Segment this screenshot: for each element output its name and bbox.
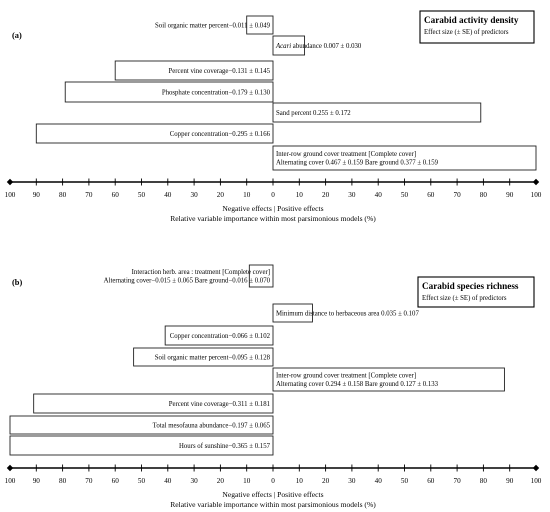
x-axis-label-effects: Negative effects | Positive effects xyxy=(222,490,324,499)
bar-label: Percent vine coverage−0.311 ± 0.181 xyxy=(168,400,270,408)
x-tick-label: 30 xyxy=(190,191,198,199)
x-tick-label: 100 xyxy=(530,191,542,199)
x-tick-label: 0 xyxy=(271,477,275,485)
x-tick-label: 100 xyxy=(530,477,542,485)
x-tick-label: 40 xyxy=(164,477,172,485)
bar-label: Alternating cover 0.294 ± 0.158 Bare ground 0.127 ± 0.133 xyxy=(276,381,439,389)
axis-end-left xyxy=(7,465,13,471)
x-tick-label: 20 xyxy=(322,191,330,199)
bar-label: Sand percent 0.255 ± 0.172 xyxy=(276,109,351,117)
x-tick-label: 50 xyxy=(137,191,146,199)
x-tick-label: 60 xyxy=(427,191,435,199)
bar-label: Minimum distance to herbaceous area 0.035 ± 0.107 xyxy=(276,310,419,318)
panel-label: (b) xyxy=(12,278,23,287)
x-axis-label-importance: Relative variable importance within most parsimonious models (%) xyxy=(170,500,376,509)
x-tick-label: 40 xyxy=(374,191,382,199)
bar-label: Percent vine coverage−0.131 ± 0.145 xyxy=(168,67,270,75)
panel-b xyxy=(5,265,542,509)
bar-label: Inter-row ground cover treatment [Complete cover] xyxy=(276,372,417,380)
x-tick-label: 70 xyxy=(453,477,461,485)
x-tick-label: 80 xyxy=(479,191,487,199)
x-tick-label: 20 xyxy=(216,191,224,199)
x-axis-label-effects: Negative effects | Positive effects xyxy=(222,204,324,213)
axis-end-left xyxy=(7,179,13,185)
x-tick-label: 30 xyxy=(190,477,198,485)
bar-label: Interaction herb. area : treatment [Complete cover] xyxy=(131,269,270,277)
legend-subtitle: Effect size (± SE) of predictors xyxy=(424,29,509,36)
legend-subtitle: Effect size (± SE) of predictors xyxy=(422,295,507,302)
bar-label: Copper concentration−0.066 ± 0.102 xyxy=(169,332,270,340)
legend-title: Carabid species richness xyxy=(422,281,519,291)
x-tick-label: 70 xyxy=(85,191,93,199)
x-tick-label: 10 xyxy=(243,477,251,485)
x-tick-label: 70 xyxy=(453,191,461,199)
x-tick-label: 70 xyxy=(85,477,93,485)
bar-label: Inter-row ground cover treatment [Complete cover] xyxy=(276,151,417,159)
x-tick-label: 10 xyxy=(243,191,251,199)
x-tick-label: 90 xyxy=(506,191,514,199)
x-tick-label: 0 xyxy=(271,191,275,199)
x-tick-label: 60 xyxy=(111,191,119,199)
legend-title: Carabid activity density xyxy=(424,15,519,25)
x-tick-label: 60 xyxy=(427,477,435,485)
x-tick-label: 80 xyxy=(479,477,487,485)
x-tick-label: 80 xyxy=(59,191,67,199)
bar-label: Soil organic matter percent−0.011 ± 0.049 xyxy=(155,22,270,30)
x-tick-label: 50 xyxy=(137,477,146,485)
bar-label: Total mesofauna abundance−0.197 ± 0.065 xyxy=(152,422,270,430)
x-tick-label: 30 xyxy=(348,191,356,199)
bar-label: Alternating cover 0.467 ± 0.159 Bare ground 0.377 ± 0.159 xyxy=(276,159,439,167)
x-tick-label: 30 xyxy=(348,477,356,485)
x-tick-label: 40 xyxy=(374,477,382,485)
bar-label: Hours of sunshine−0.365 ± 0.157 xyxy=(178,442,270,450)
x-tick-label: 40 xyxy=(164,191,172,199)
bar-label: Acari abundance 0.007 ± 0.030 xyxy=(276,42,362,50)
bar-label: Copper concentration−0.295 ± 0.166 xyxy=(169,130,270,138)
bar-label: Phosphate concentration−0.179 ± 0.130 xyxy=(161,89,270,97)
x-tick-label: 100 xyxy=(4,477,16,485)
x-tick-label: 90 xyxy=(32,477,40,485)
x-tick-label: 20 xyxy=(322,477,330,485)
panel-label: (a) xyxy=(12,31,22,40)
axis-end-right xyxy=(533,179,539,185)
x-tick-label: 90 xyxy=(506,477,514,485)
x-axis-label-importance: Relative variable importance within most parsimonious models (%) xyxy=(170,214,376,223)
x-tick-label: 90 xyxy=(32,191,40,199)
x-tick-label: 20 xyxy=(216,477,224,485)
x-tick-label: 50 xyxy=(400,477,409,485)
x-tick-label: 80 xyxy=(59,477,67,485)
bar-label: Alternating cover−0.015 ± 0.065 Bare ground−0.016 ± 0.070 xyxy=(103,277,270,285)
x-tick-label: 100 xyxy=(4,191,16,199)
panel-a xyxy=(5,11,542,223)
axis-end-right xyxy=(533,465,539,471)
x-tick-label: 60 xyxy=(111,477,119,485)
x-tick-label: 10 xyxy=(295,191,303,199)
bar-label: Soil organic matter percent−0.095 ± 0.128 xyxy=(154,354,270,362)
x-tick-label: 10 xyxy=(295,477,303,485)
x-tick-label: 50 xyxy=(400,191,409,199)
